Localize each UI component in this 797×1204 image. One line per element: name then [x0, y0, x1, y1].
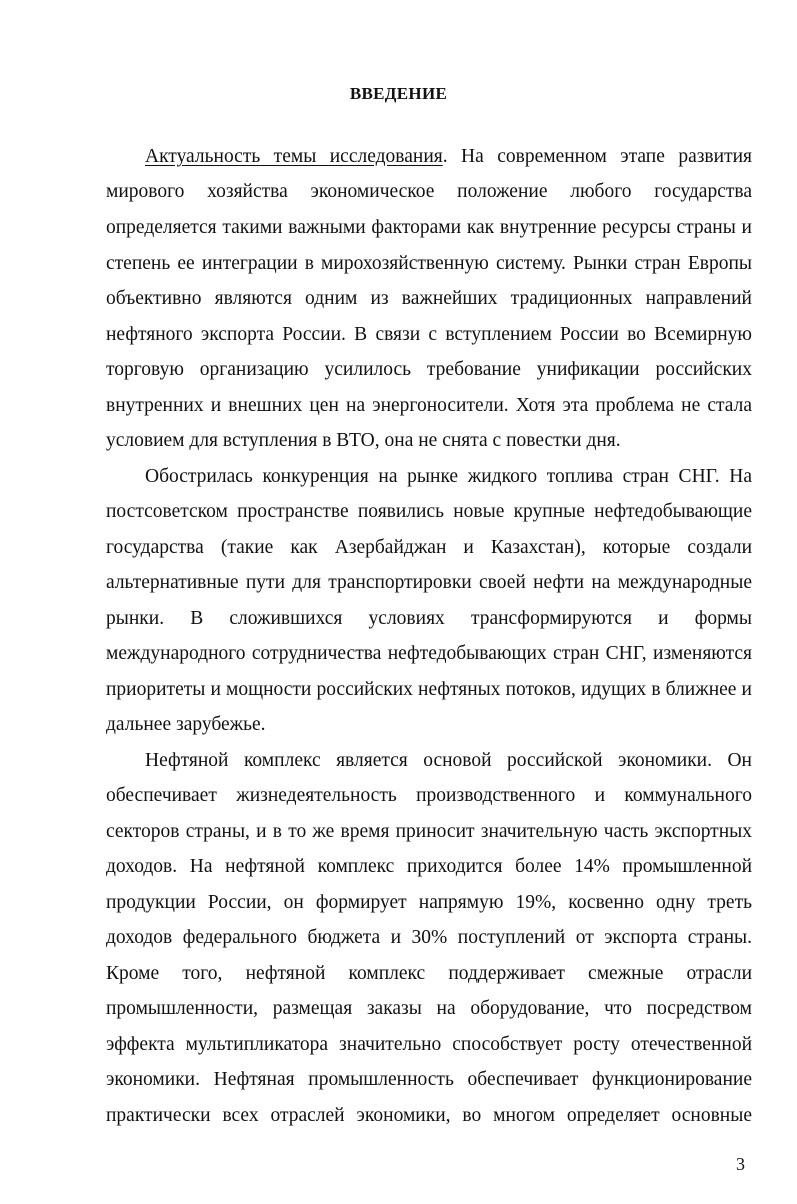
- paragraph-line: внутренних и внешних цен на энергоносители. Хотя эта проблема не стала: [106, 395, 752, 416]
- paragraph-line: доходов. На нефтяной комплекс приходится более 14% промышленной: [106, 856, 752, 877]
- paragraph-line: приоритеты и мощности российских нефтяных потоков, идущих в ближнее и: [106, 679, 752, 700]
- paragraph-line: практически всех отраслей экономики, во многом определяет основные: [106, 1105, 752, 1126]
- paragraph-line: дальнее зарубежье.: [106, 714, 266, 735]
- paragraph-line: промышленности, размещая заказы на оборудование, что посредством: [106, 998, 752, 1019]
- paragraph-line: условием для вступления в ВТО, она не снята с повестки дня.: [106, 430, 621, 451]
- paragraph-line: мирового хозяйства экономическое положение любого государства: [106, 181, 752, 202]
- paragraph-line: международного сотрудничества нефтедобывающих стран СНГ, изменяются: [106, 643, 752, 664]
- paragraph-line: обеспечивает жизнедеятельность производственного и коммунального: [106, 785, 752, 806]
- paragraph-line: рынки. В сложившихся условиях трансформируются и формы: [106, 608, 752, 629]
- paragraph-line: торговую организацию усилилось требование унификации российских: [106, 359, 752, 380]
- paragraph-line: эффекта мультипликатора значительно способствует росту отечественной: [106, 1034, 752, 1055]
- paragraph-line: доходов федерального бюджета и 30% поступлений от экспорта страны.: [106, 927, 752, 948]
- topic-relevance-label: Актуальность темы исследования: [145, 146, 443, 167]
- paragraph-line: постсоветском пространстве появились новые крупные нефтедобывающие: [106, 501, 752, 522]
- paragraph-line: определяется такими важными факторами как внутренние ресурсы страны и: [106, 217, 752, 238]
- paragraph-line: нефтяного экспорта России. В связи с вступлением России во Всемирную: [106, 324, 752, 345]
- paragraph-line: объективно являются одним из важнейших традиционных направлений: [106, 288, 752, 309]
- paragraph-line: Кроме того, нефтяной комплекс поддерживает смежные отрасли: [106, 963, 752, 984]
- paragraph-line: экономики. Нефтяная промышленность обеспечивает функционирование: [106, 1069, 752, 1090]
- paragraph-line: государства (такие как Азербайджан и Казахстан), которые создали: [106, 537, 752, 558]
- paragraph-line: продукции России, он формирует напрямую 19%, косвенно одну треть: [106, 892, 752, 913]
- paragraph-3-line-1: Нефтяной комплекс является основой российской экономики. Он: [145, 750, 752, 771]
- paragraph-1-line-1: Актуальность темы исследования. На современном этапе развития: [145, 146, 752, 167]
- page-number: 3: [736, 1154, 745, 1174]
- paragraph-2-line-1: Обострилась конкуренция на рынке жидкого топлива стран СНГ. На: [145, 466, 752, 487]
- paragraph-line: степень ее интеграции в мирохозяйственную систему. Рынки стран Европы: [106, 253, 752, 274]
- paragraph-line: секторов страны, и в то же время приносит значительную часть экспортных: [106, 821, 752, 842]
- page-heading: ВВЕДЕНИЕ: [349, 84, 448, 103]
- paragraph-line: альтернативные пути для транспортировки своей нефти на международные: [106, 572, 752, 593]
